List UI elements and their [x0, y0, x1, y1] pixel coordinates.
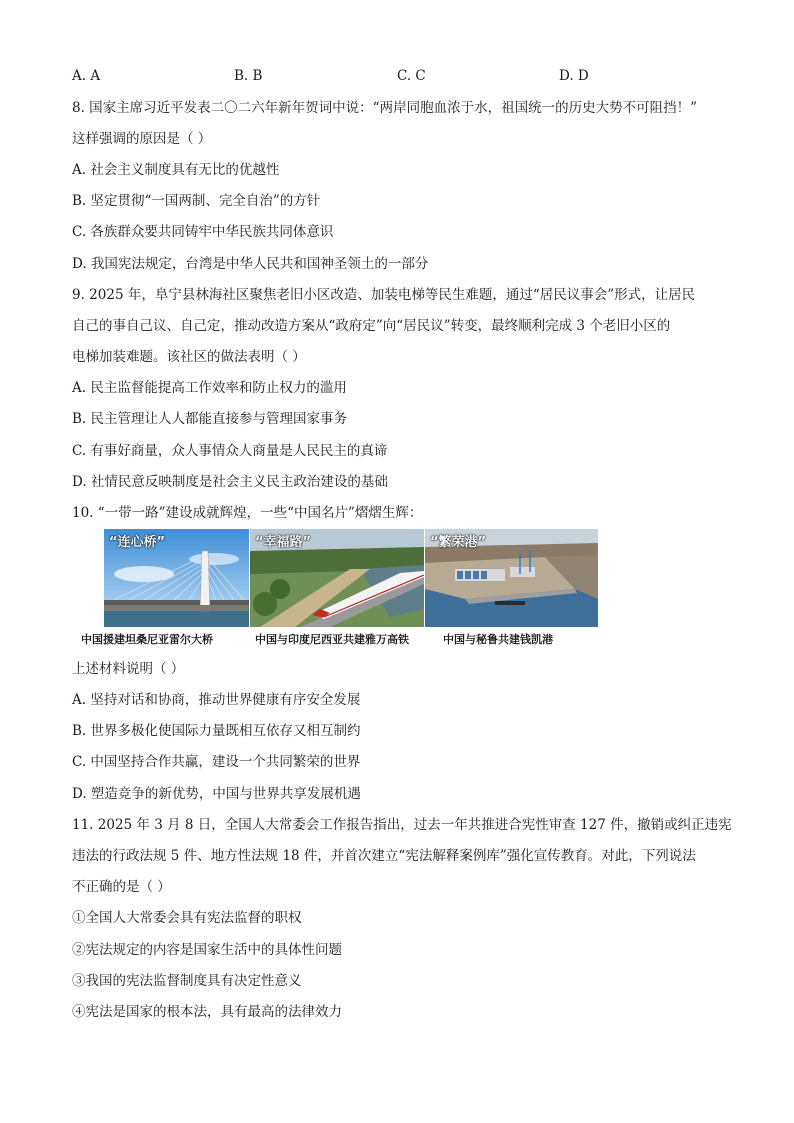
q9-option-a: A. 民主监督能提高工作效率和防止权力的滥用: [72, 380, 347, 396]
q9-option-c: C. 有事好商量，众人事情众人商量是人民民主的真谛: [72, 443, 388, 459]
q7-option-d: D. D: [559, 68, 589, 84]
port-caption: 中国与秘鲁共建钱凯港: [443, 633, 553, 646]
port-tag: “繁荣港”: [430, 535, 487, 550]
q10-stem: 10. “一带一路”建设成就辉煌，一些“中国名片”熠熠生辉：: [72, 505, 423, 521]
q8-option-d: D. 我国宪法规定，台湾是中华人民共和国神圣领土的一部分: [72, 256, 429, 272]
q10-option-d: D. 塑造竞争的新优势，中国与世界共享发展机遇: [72, 786, 361, 802]
bridge-photo: [104, 529, 249, 627]
q10-option-a: A. 坚持对话和协商，推动世界健康有序安全发展: [72, 692, 361, 708]
q11-stem-line-3: 不正确的是（ ）: [72, 879, 171, 895]
q8-stem-line-2: 这样强调的原因是（ ）: [72, 131, 212, 147]
q10-option-b: B. 世界多极化使国际力量既相互依存又相互制约: [72, 723, 361, 739]
q11-stem-line-1: 11. 2025 年 3 月 8 日，全国人大常委会工作报告指出，过去一年共推进合宪性审查 127 件，撤销或纠正违宪: [72, 817, 732, 833]
q7-option-a: A. A: [72, 68, 101, 84]
railway-tag: “幸福路”: [255, 535, 312, 550]
q7-option-c: C. C: [397, 68, 426, 84]
bridge-tag: “连心桥”: [109, 535, 166, 550]
q11-statement-3: ③我国的宪法监督制度具有决定性意义: [72, 973, 302, 989]
q8-option-b: B. 坚定贯彻“一国两制、完全自治”的方针: [72, 193, 321, 209]
q11-stem-line-2: 违法的行政法规 5 件、地方性法规 18 件，并首次建立“宪法解释案例库”强化宣传教育。对此，下列说法: [72, 848, 696, 864]
q11-statement-2: ②宪法规定的内容是国家生活中的具体性问题: [72, 942, 342, 958]
q10-option-c: C. 中国坚持合作共赢，建设一个共同繁荣的世界: [72, 754, 361, 770]
q9-stem-line-3: 电梯加装难题。该社区的做法表明（ ）: [72, 349, 306, 365]
q11-statement-1: ①全国人大常委会具有宪法监督的职权: [72, 910, 302, 926]
q8-option-a: A. 社会主义制度具有无比的优越性: [72, 162, 280, 178]
q7-option-b: B. B: [234, 68, 263, 84]
q10-prompt: 上述材料说明（ ）: [72, 661, 185, 677]
q9-option-b: B. 民主管理让人人都能直接参与管理国家事务: [72, 411, 348, 427]
q9-stem-line-1: 9. 2025 年，阜宁县林海社区聚焦老旧小区改造、加装电梯等民生难题，通过“居民议事会”形式，让居民: [72, 287, 696, 303]
railway-caption: 中国与印度尼西亚共建雅万高铁: [255, 633, 409, 646]
railway-photo: [250, 529, 424, 627]
q8-option-c: C. 各族群众要共同铸牢中华民族共同体意识: [72, 224, 334, 240]
bridge-caption: 中国援建坦桑尼亚雷尔大桥: [81, 633, 213, 646]
q9-option-d: D. 社情民意反映制度是社会主义民主政治建设的基础: [72, 474, 388, 490]
q10-photo-strip: [104, 529, 598, 627]
q11-statement-4: ④宪法是国家的根本法，具有最高的法律效力: [72, 1004, 342, 1020]
q8-stem-line-1: 8. 国家主席习近平发表二〇二六年新年贺词中说：“两岸同胞血浓于水，祖国统一的历史大势不可阻挡！”: [72, 100, 697, 116]
q9-stem-line-2: 自己的事自己议、自己定，推动改造方案从“政府定”向“居民议”转变，最终顺利完成 3 个老旧小区的: [72, 318, 671, 334]
port-photo: [425, 529, 598, 627]
